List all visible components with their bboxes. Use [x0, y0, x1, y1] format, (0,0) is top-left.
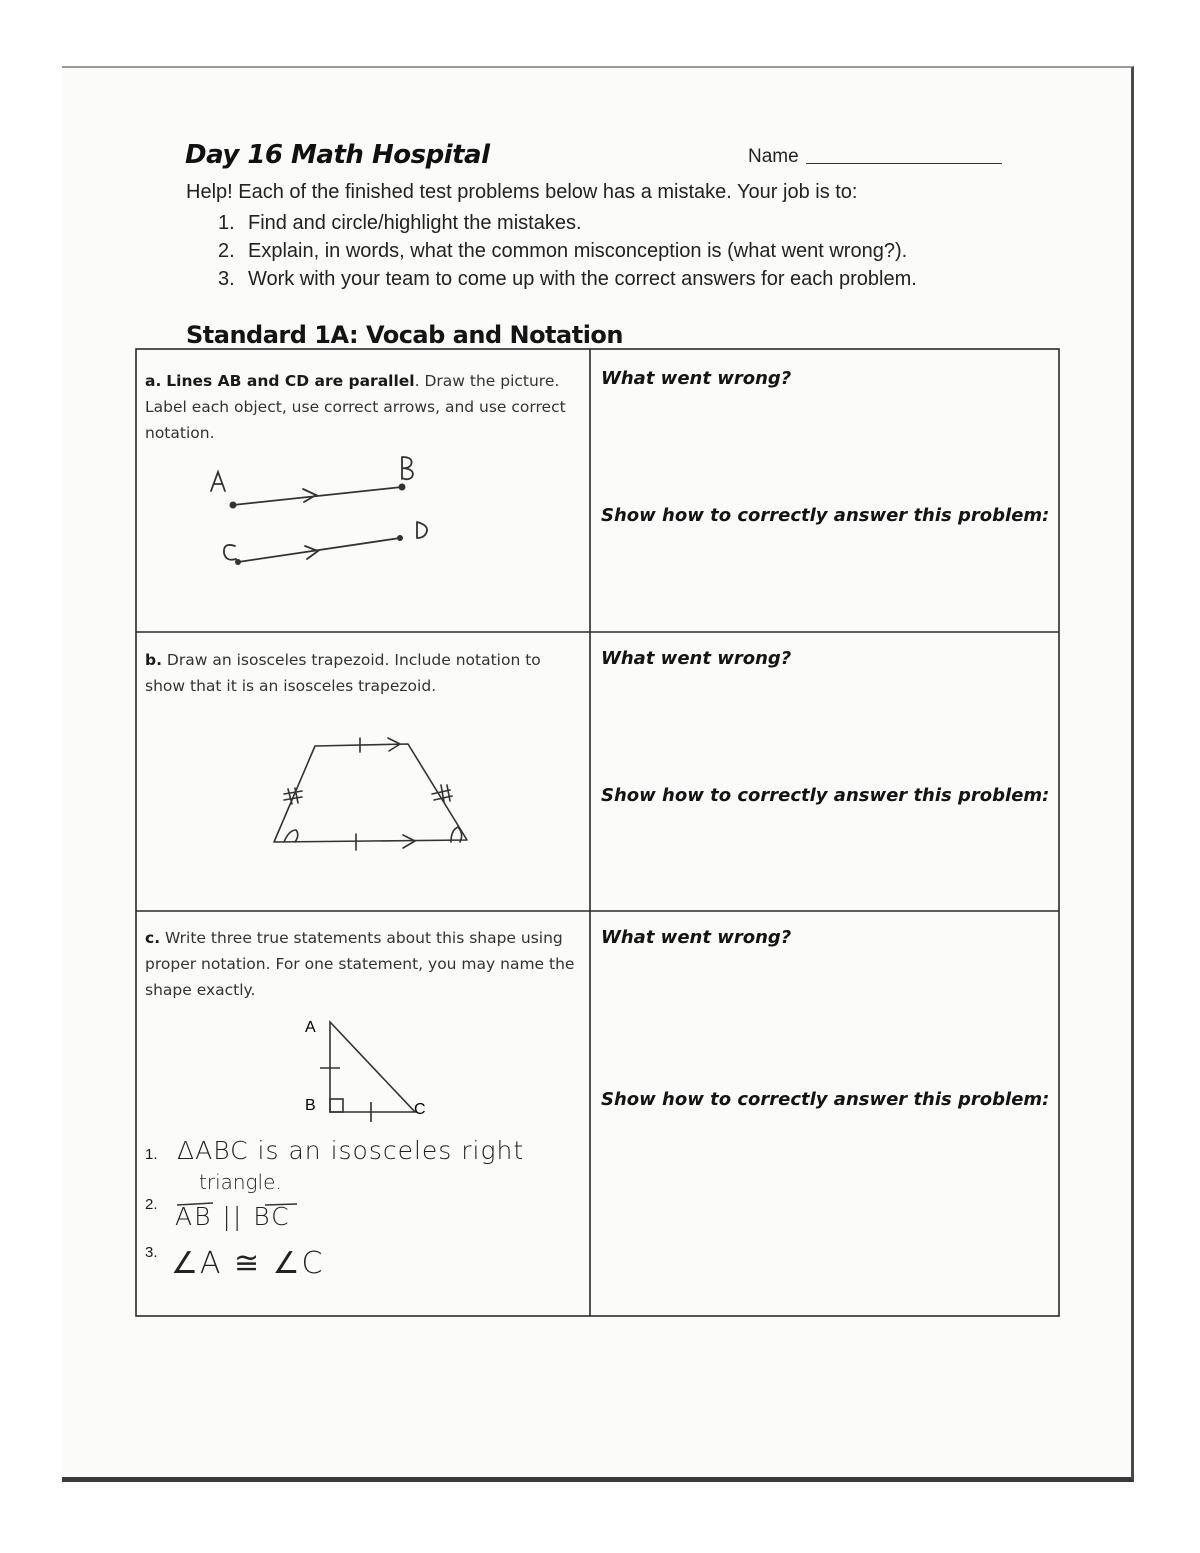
- answer-item: [145, 1198, 585, 1248]
- correct-answer-label: Show how to correctly answer this problem:: [601, 785, 1050, 806]
- problem-letter: c.: [145, 929, 161, 947]
- student-answers: [145, 1136, 585, 1288]
- isosceles-trapezoid-drawing: [260, 730, 480, 860]
- what-went-wrong-label: What went wrong?: [601, 927, 792, 948]
- vertex-label-a: A: [305, 1019, 316, 1036]
- problem-a-prompt: [145, 368, 585, 446]
- problem-b-prompt: [145, 647, 585, 699]
- what-went-wrong-label: What went wrong?: [601, 368, 792, 389]
- step-number: 3.: [218, 268, 235, 290]
- vertex-label-c: C: [414, 1101, 426, 1118]
- instructions-list: [218, 209, 1008, 293]
- step-text: Work with your team to come up with the correct answers for each problem.: [248, 268, 917, 290]
- answer-text: ∠A ≅ ∠C: [171, 1246, 325, 1281]
- problem-letter: a.: [145, 372, 162, 390]
- problem-c-prompt: [145, 925, 585, 1003]
- parallel-lines-drawing: [190, 445, 450, 585]
- name-label: Name: [748, 146, 799, 167]
- answer-item: [145, 1244, 585, 1288]
- answer-text-continued: triangle.: [199, 1170, 282, 1194]
- answer-text: ΔABC is an isosceles right: [177, 1136, 525, 1165]
- problem-c-text: Write three true statements about this shape using proper notation. For one statement, you may name the shape exactly.: [145, 929, 575, 999]
- name-field-line[interactable]: [806, 163, 1002, 164]
- correct-answer-label: Show how to correctly answer this problem:: [601, 1089, 1050, 1110]
- vertex-label-b: B: [305, 1097, 316, 1114]
- answer-number: 3.: [145, 1244, 158, 1261]
- standard-heading: Standard 1A: Vocab and Notation: [186, 321, 623, 349]
- answer-number: 1.: [145, 1146, 158, 1163]
- answer-text: AB || BC: [175, 1202, 291, 1231]
- right-triangle-figure: [295, 1010, 445, 1130]
- problem-a-bold-text: Lines AB and CD are parallel: [166, 372, 415, 390]
- what-went-wrong-label: What went wrong?: [601, 648, 792, 669]
- instructions-intro: Help! Each of the finished test problems below has a mistake. Your job is to:: [186, 181, 858, 203]
- worksheet-title: Day 16 Math Hospital: [185, 140, 490, 170]
- answer-number: 2.: [145, 1196, 158, 1213]
- step-number: 2.: [218, 240, 235, 262]
- instruction-step: [218, 265, 918, 293]
- step-text: Explain, in words, what the common misconception is (what went wrong?).: [248, 240, 908, 262]
- step-text: Find and circle/highlight the mistakes.: [248, 212, 582, 234]
- problem-a-text: . Draw the picture. Label each object, use correct arrows, and use correct notation.: [145, 372, 566, 442]
- instruction-step: [218, 209, 1008, 237]
- problem-letter: b.: [145, 651, 162, 669]
- correct-answer-label: Show how to correctly answer this problem:: [601, 505, 1050, 526]
- step-number: 1.: [218, 212, 235, 234]
- problem-b-text: Draw an isosceles trapezoid. Include notation to show that it is an isosceles trapezoid.: [145, 651, 541, 695]
- instruction-step: [218, 237, 1008, 265]
